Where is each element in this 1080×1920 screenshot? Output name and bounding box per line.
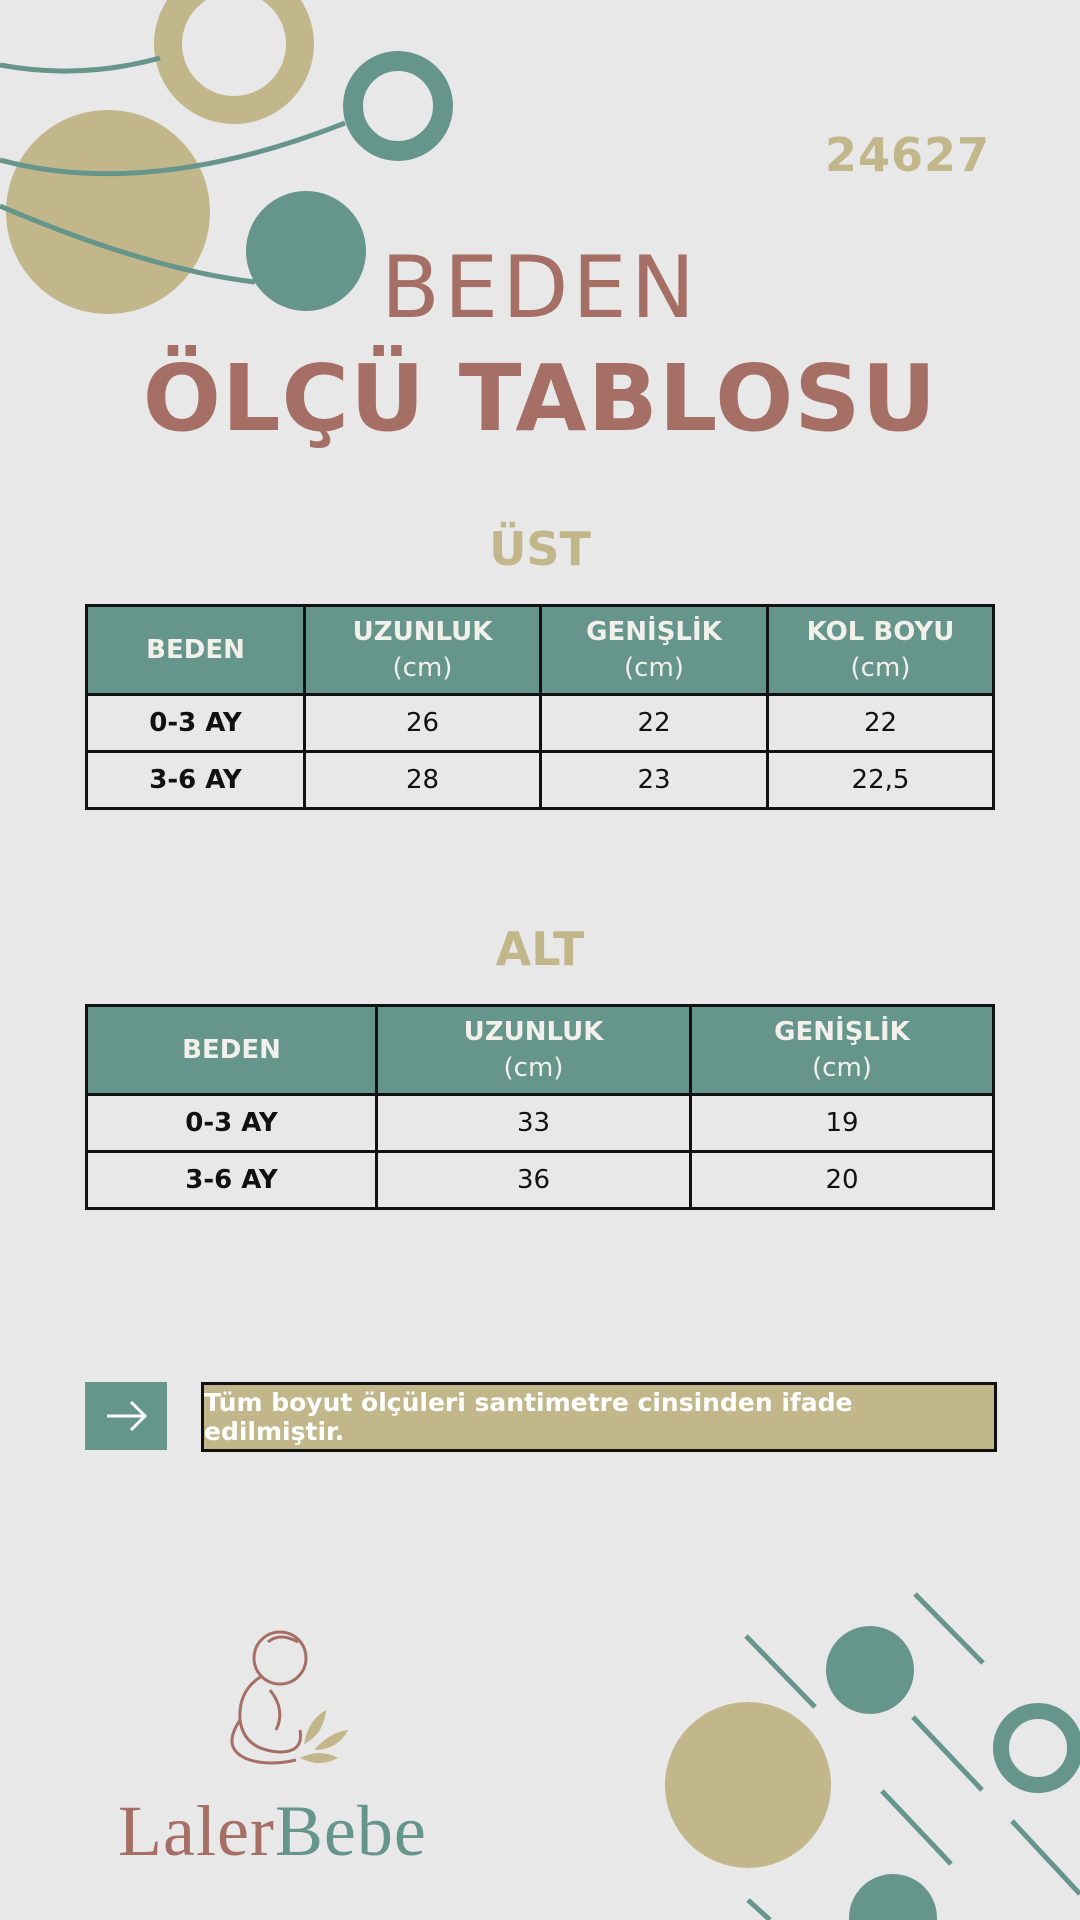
sleeve-cell: 22,5: [768, 752, 994, 809]
length-cell: 26: [305, 695, 541, 752]
size-cell: 0-3 AY: [87, 695, 305, 752]
size-cell: 0-3 AY: [87, 1095, 377, 1152]
brand-name-part2: Bebe: [274, 1791, 427, 1871]
header-width: GENİŞLİK (cm): [691, 1006, 994, 1095]
header-length: UZUNLUK (cm): [305, 606, 541, 695]
table-header-row: [87, 1006, 994, 1095]
product-code: 24627: [824, 128, 990, 182]
bottom-table-title: ALT: [495, 922, 585, 976]
page-title-line2: ÖLÇÜ TABLOSU: [142, 345, 938, 452]
width-cell: 19: [691, 1095, 994, 1152]
width-cell: 23: [541, 752, 768, 809]
bottom-size-table: [85, 1004, 995, 1210]
width-cell: 22: [541, 695, 768, 752]
header-width: GENİŞLİK (cm): [541, 606, 768, 695]
table-row: [87, 695, 994, 752]
units-note: Tüm boyut ölçüleri santimetre cinsinden ifade edilmiştir.: [201, 1382, 997, 1452]
brand-logo: [118, 1790, 427, 1873]
table-header-row: [87, 606, 994, 695]
table-row: [87, 1095, 994, 1152]
baby-leaf-logo-icon: [200, 1620, 360, 1780]
header-size: BEDEN: [87, 606, 305, 695]
page-title-line1: BEDEN: [380, 238, 700, 338]
table-row: [87, 752, 994, 809]
top-size-table: [85, 604, 995, 810]
width-cell: 20: [691, 1152, 994, 1209]
top-table-title: ÜST: [489, 522, 591, 576]
length-cell: 28: [305, 752, 541, 809]
brand-name-part1: Laler: [118, 1791, 275, 1871]
size-cell: 3-6 AY: [87, 1152, 377, 1209]
header-length: UZUNLUK (cm): [377, 1006, 691, 1095]
sleeve-cell: 22: [768, 695, 994, 752]
header-sleeve-length: KOL BOYU (cm): [768, 606, 994, 695]
header-size: BEDEN: [87, 1006, 377, 1095]
size-cell: 3-6 AY: [87, 752, 305, 809]
length-cell: 33: [377, 1095, 691, 1152]
length-cell: 36: [377, 1152, 691, 1209]
arrow-right-icon: [85, 1382, 167, 1450]
table-row: [87, 1152, 994, 1209]
bottom-decoration: [640, 1580, 1080, 1920]
